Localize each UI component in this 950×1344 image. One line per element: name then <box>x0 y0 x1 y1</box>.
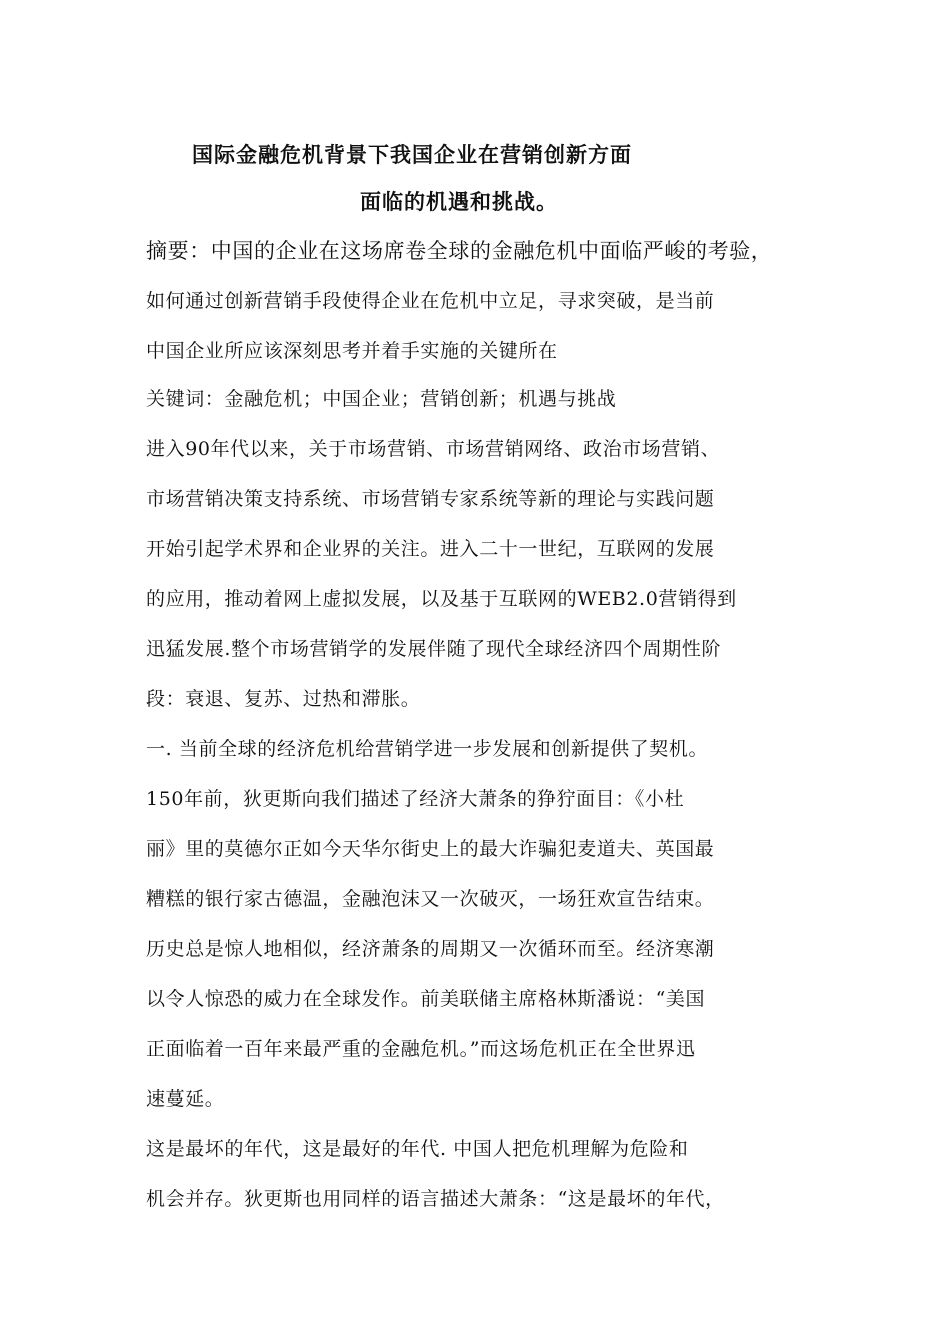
paragraph2-line-4: 历史总是惊人地相似，经济萧条的周期又一次循环而至。经济寒潮 <box>146 938 715 960</box>
paragraph2-line-5: 以令人惊恐的威力在全球发作。前美联储主席格林斯潘说：“美国 <box>146 988 706 1010</box>
paragraph1-line-4: 的应用，推动着网上虚拟发展，以及基于互联网的WEB2.0营销得到 <box>146 588 737 610</box>
keywords-line: 关键词：金融危机；中国企业；营销创新；机遇与挑战 <box>146 388 617 410</box>
abstract-line-2: 如何通过创新营销手段使得企业在危机中立足，寻求突破，是当前 <box>146 290 715 312</box>
abstract-line-3: 中国企业所应该深刻思考并着手实施的关键所在 <box>146 340 558 362</box>
paragraph2-line-7: 速蔓延。 <box>146 1088 225 1110</box>
document-title-line-2: 面临的机遇和挑战。 <box>360 190 558 214</box>
paragraph2-line-3: 糟糕的银行家古德温，金融泡沫又一次破灭，一场狂欢宣告结束。 <box>146 888 715 910</box>
paragraph3-line-2: 机会并存。狄更斯也用同样的语言描述大萧条：“这是最坏的年代， <box>146 1188 725 1210</box>
paragraph2-line-1: 150年前，狄更斯向我们描述了经济大萧条的狰狞面目：《小杜 <box>146 788 685 810</box>
document-title-line-1: 国际金融危机背景下我国企业在营销创新方面 <box>192 143 632 167</box>
section1-heading: 一. 当前全球的经济危机给营销学进一步发展和创新提供了契机。 <box>146 738 709 760</box>
paragraph1-line-5: 迅猛发展.整个市场营销学的发展伴随了现代全球经济四个周期性阶 <box>146 638 722 660</box>
paragraph1-line-1: 进入90年代以来，关于市场营销、市场营销网络、政治市场营销、 <box>146 438 721 460</box>
paragraph3-line-1: 这是最坏的年代，这是最好的年代. 中国人把危机理解为危险和 <box>146 1138 689 1160</box>
paragraph1-line-3: 开始引起学术界和企业界的关注。进入二十一世纪，互联网的发展 <box>146 538 715 560</box>
abstract-line-1: 摘要：中国的企业在这场席卷全球的金融危机中面临严峻的考验， <box>146 239 773 263</box>
paragraph1-line-2: 市场营销决策支持系统、市场营销专家系统等新的理论与实践问题 <box>146 488 715 510</box>
paragraph1-line-6: 段：衰退、复苏、过热和滞胀。 <box>146 688 421 710</box>
paragraph2-line-6: 正面临着一百年来最严重的金融危机。”而这场危机正在全世界迅 <box>146 1038 696 1060</box>
paragraph2-line-2: 丽》里的莫德尔正如今天华尔街史上的最大诈骗犯麦道夫、英国最 <box>146 838 715 860</box>
